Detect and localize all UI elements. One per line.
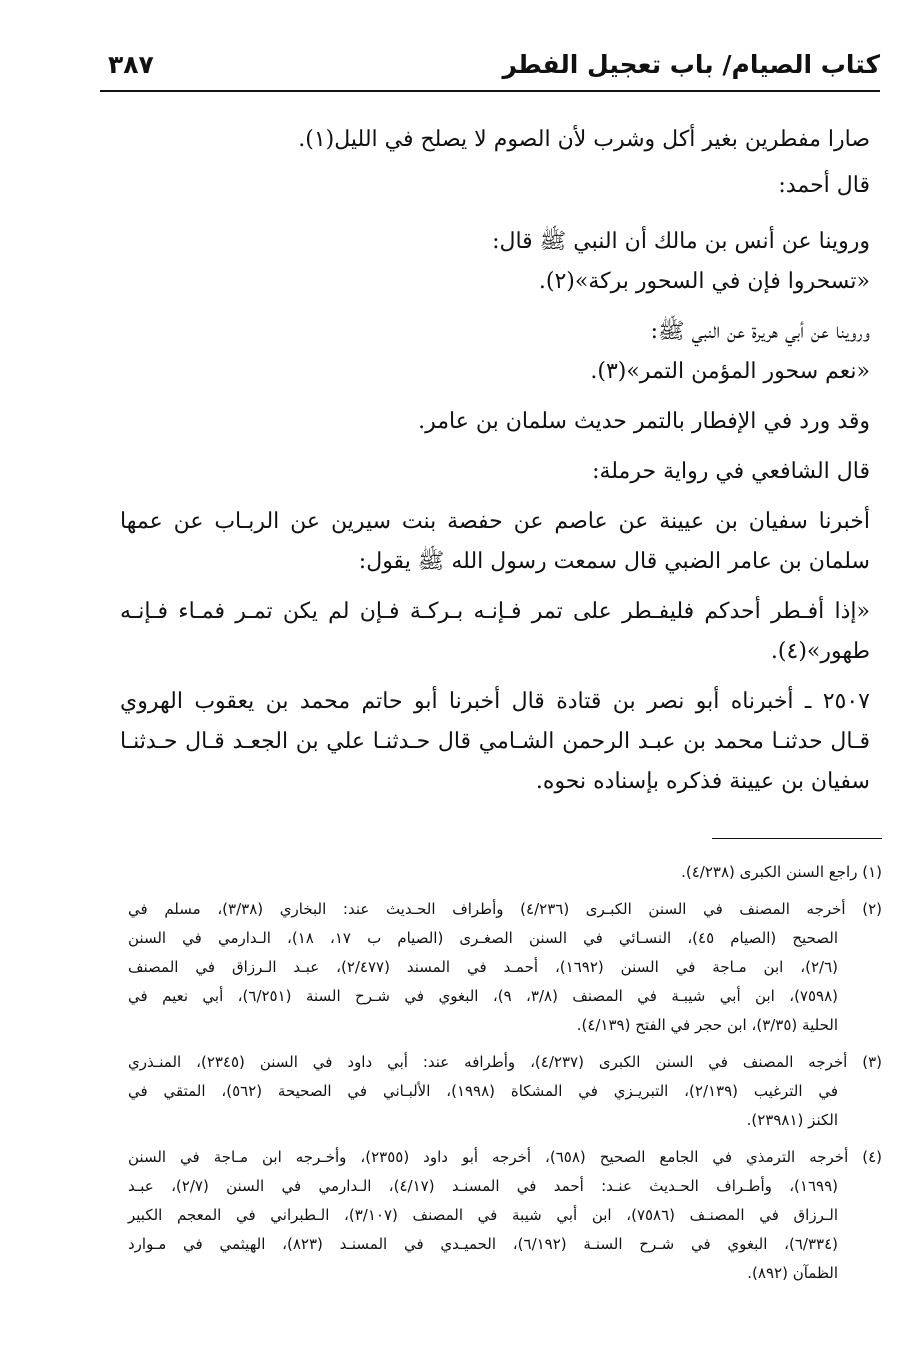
text-line: «نعم سحور المؤمن التمر»(٣). bbox=[590, 359, 870, 384]
running-header bbox=[100, 44, 880, 92]
footnote-line: (٦/٣٣٤)، البغوي في شـرح السنـة (٦/١٩٢)، الحميـدي في المسنـد (٨٢٣)، الهيثمي في مـوارد bbox=[128, 1235, 838, 1253]
footnote-separator bbox=[712, 838, 882, 839]
text-line: صارا مفطرين بغير أكل وشرب لأن الصوم لا يصلح في الليل(١). bbox=[298, 127, 870, 152]
footnote-line: (٢) أخرجه المصنف في السنن الكبـرى (٤/٢٣٦) وأطراف الحـديث عند: البخاري (٣/٣٨)، مسلم في bbox=[128, 900, 882, 918]
footnote-line: (١) راجع السنن الكبرى (٤/٢٣٨). bbox=[681, 863, 882, 881]
text-line: ٢٥٠٧ ـ أخبرناه أبو نصر بن قتادة قال أخبرنا أبو حاتم محمد بن يعقوب الهروي bbox=[120, 689, 870, 714]
footnote-line: (٤) أخرجه الترمذي في الجامع الصحيح (٦٥٨)، أخرجه أبو داود (٢٣٥٥)، وأخـرجه ابن مـاجة في السنن bbox=[128, 1148, 882, 1166]
footnote-line: (٣) أخرجه المصنف في السنن الكبرى (٤/٢٣٧)، وأطرافه عند: أبي داود في السنن (٢٣٤٥)، المنـذري bbox=[128, 1053, 882, 1071]
text-line: وروينا عن أنس بن مالك أن النبي ﷺ قال: bbox=[492, 229, 870, 254]
footnote-1 bbox=[128, 858, 882, 887]
text-line: وروينا عن أبي هريرة عن النبي ﷺ: bbox=[650, 319, 870, 344]
footnote-4 bbox=[128, 1143, 882, 1288]
footnotes bbox=[128, 850, 882, 1288]
text-line: قـال حدثنـا محمد بن عبـد الرحمن الشـامي قال حـدثنـا علي بن الجعـد قـال حـدثنـا bbox=[120, 729, 870, 754]
footnote-line: (١٦٩٩)، وأطـراف الحـديث عنـد: أحمد في المسنـد (٤/١٧)، الـدارمي في السنن (٢/٧)، عبـد bbox=[128, 1177, 838, 1195]
page-number: ٣٨٧ bbox=[108, 50, 154, 79]
text-line: طهور»(٤). bbox=[770, 639, 870, 664]
text-line: وقد ورد في الإفطار بالتمر حديث سلمان بن عامر. bbox=[418, 409, 870, 434]
footnote-line: الحلية (٣/٣٥)، ابن حجر في الفتح (٤/١٣٩). bbox=[576, 1016, 838, 1034]
text-line: «إذا أفـطر أحدكم فليفـطر على تمر فـإنـه بـركـة فـإن لم يكن تمـر فمـاء فـإنـه bbox=[120, 599, 870, 624]
footnote-line: الـرزاق في المصنـف (٧٥٨٦)، ابن أبي شيبة في المصنف (٣/١٠٧)، الـطبراني في المعجم الكبير bbox=[128, 1206, 838, 1224]
footnote-line: الكنز (٢٣٩٨١). bbox=[746, 1111, 838, 1129]
footnote-line: (٧٥٩٨)، ابن أبي شيبـة في المصنف (٣/٨، ٩)، البغوي في شـرح السنة (٦/٢٥١)، أبي نعيم في bbox=[128, 987, 839, 1005]
footnote-2 bbox=[128, 895, 882, 1040]
footnote-line: (٢/٦)، ابن مـاجة في السنن (١٦٩٢)، أحمـد في المسند (٢/٤٧٧)، عبـد الـرزاق في المصنف bbox=[128, 958, 838, 976]
footnote-line: الظمآن (٨٩٢). bbox=[747, 1264, 838, 1282]
text-line: سلمان بن عامر الضبي قال سمعت رسول الله ﷺ يقول: bbox=[358, 549, 870, 574]
footnote-line: في الترغيب (٢/١٣٩)، التبريـزي في المشكاة (١٩٩٨)، الألبـاني في الصحيحة (٥٦٢)، المتقي في bbox=[128, 1082, 839, 1100]
text-line: قال الشافعي في رواية حرملة: bbox=[592, 459, 870, 484]
footnote-3 bbox=[128, 1048, 882, 1135]
main-text bbox=[120, 120, 870, 802]
footnote-line: الصحيح (الصيام ٤٥)، النسـائي في السنن الصغـرى (الصيام ب ١٧، ١٨)، الـدارمي في السنن bbox=[128, 929, 839, 947]
text-line: أخبرنا سفيان بن عيينة عن عاصم عن حفصة بنت سيرين عن الربـاب عن عمها bbox=[120, 509, 870, 534]
text-line: سفيان بن عيينة فذكره بإسناده نحوه. bbox=[535, 769, 870, 794]
text-line: «تسحروا فإن في السحور بركة»(٢). bbox=[538, 269, 870, 294]
header-title: كتاب الصيام/ باب تعجيل الفطر bbox=[502, 50, 880, 79]
text-line: قال أحمد: bbox=[778, 173, 870, 198]
